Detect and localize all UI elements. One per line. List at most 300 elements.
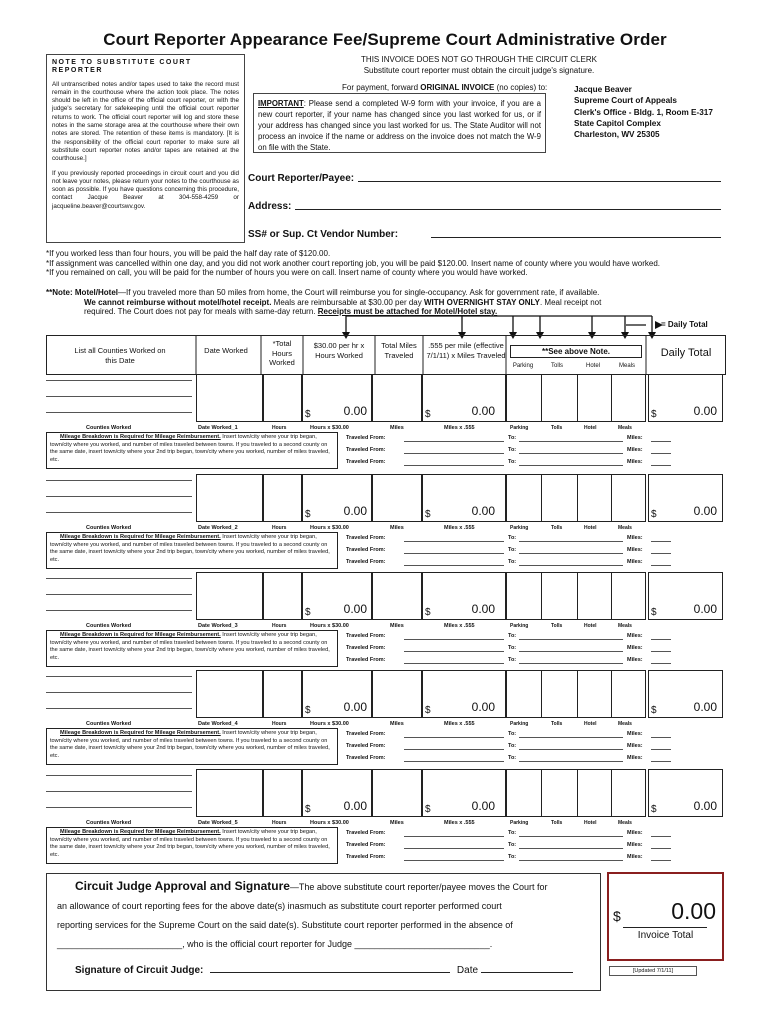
county-line[interactable] (46, 594, 192, 595)
label-traveled-from: Traveled From: (346, 854, 386, 860)
label-to: To: (508, 547, 517, 553)
row-element (611, 475, 612, 521)
label-parking: Parking (510, 525, 529, 531)
label-mileage: Miles x .555 (444, 425, 475, 431)
traveled-from-field[interactable] (404, 860, 504, 861)
label-dollar: $ (651, 409, 657, 420)
trip-miles-field[interactable] (651, 860, 671, 861)
row-element (541, 671, 542, 717)
label-traveled-from: Traveled From: (346, 435, 386, 441)
label-tolls: Tolls (551, 721, 563, 727)
counties-worked-lines (46, 474, 192, 522)
address-label: Address: (248, 201, 292, 212)
trip-miles-field[interactable] (651, 465, 671, 466)
label-miles-colon: Miles: (627, 459, 643, 465)
label-miles: Miles (390, 721, 404, 727)
updated-date: [Updated 7/1/11] (609, 966, 697, 976)
county-line[interactable] (46, 380, 192, 381)
row-element (541, 475, 542, 521)
th-parking: Parking (512, 363, 534, 369)
county-line[interactable] (46, 692, 192, 693)
mileage-breakdown-note (46, 432, 338, 469)
trip-miles-field[interactable] (651, 651, 671, 652)
label-dollar: $ (425, 804, 431, 815)
label-dollar: $ (651, 804, 657, 815)
trip-miles-field[interactable] (651, 848, 671, 849)
county-line[interactable] (46, 396, 192, 397)
important-w9-box (253, 93, 546, 153)
hours-amount: 0.00 (343, 799, 367, 813)
notice-heading: NOTE TO SUBSTITUTE COURT REPORTER (52, 59, 192, 75)
label-dollar: $ (305, 409, 311, 420)
traveled-from-field[interactable] (404, 749, 504, 750)
traveled-from-field[interactable] (404, 848, 504, 849)
hours-amount-box[interactable] (302, 572, 372, 620)
label-breakdown-text: Insert town/city where your trip began, town/city where you worked, and number of miles traveled between towns. If you traveled to a second county on the same date, insert town/city where your 2nd trip began, town/city where you worked, number of miles traveled, etc. (50, 730, 330, 759)
date-worked-box[interactable] (196, 474, 302, 522)
mileage-amount: 0.00 (471, 504, 495, 518)
notice-paragraph-1: All untranscribed notes and/or tapes used to take the record must remain in the courthouse where the action took place. The notes should be left in the office of the official court reporter, or with the judge's secretary for safekeeping until the official court reporter returns to work. The official court reporter will log and store these notes in the same storage area at the courthouse where their own notes are stored. The retention of these items is mandatory. [It is the responsibility of the official court reporter to make sure all substitute court reporter notes and/or tapes are retained at the courthouse.] (52, 80, 239, 163)
traveled-from-field[interactable] (404, 836, 504, 837)
hours-amount: 0.00 (343, 602, 367, 616)
label-rate: Hours x $30.00 (310, 525, 349, 531)
traveled-from-field[interactable] (404, 737, 504, 738)
daily-total-box[interactable] (648, 374, 723, 422)
th-mileage: .555 per mile (effective 7/1/11) x Miles Traveled (426, 341, 506, 360)
daily-total-amount: 0.00 (693, 602, 717, 616)
row-element (577, 671, 578, 717)
label-tolls: Tolls (551, 820, 563, 826)
invoice-total-value[interactable]: 0.00 (671, 898, 716, 924)
judge-signature-label: Signature of Circuit Judge: (75, 965, 204, 976)
payment-notes: *If you worked less than four hours, you will be paid the half day rate of $120.00. *If assignment was cancelled within one day, and you did not work another court reporting job, you will be paid $120.00. Insert name of county where you would have worked. *If you remained on call, you will be paid for the number of hours you were on call. Insert name of county where you would have worked. (46, 249, 660, 277)
hours-amount: 0.00 (343, 504, 367, 518)
label-dollar: $ (425, 705, 431, 716)
hours-amount-box[interactable] (302, 374, 372, 422)
row-element (541, 573, 542, 619)
label-to: To: (508, 842, 517, 848)
miles-box[interactable] (372, 769, 422, 817)
mileage-amount-box[interactable] (422, 670, 506, 718)
label-hotel: Hotel (584, 623, 597, 629)
mileage-breakdown-note (46, 532, 338, 569)
th-rate: $30.00 per hr x Hours Worked (313, 341, 365, 360)
label-traveled-from: Traveled From: (346, 547, 386, 553)
label-dollar: $ (651, 705, 657, 716)
label-counties: Counties Worked (86, 721, 132, 727)
label-traveled-from: Traveled From: (346, 657, 386, 663)
label-miles-colon: Miles: (627, 731, 643, 737)
ssn-field[interactable] (431, 227, 721, 238)
label-mileage: Miles x .555 (444, 820, 475, 826)
traveled-to-field[interactable] (519, 848, 623, 849)
label-dollar: $ (651, 509, 657, 520)
row-element (577, 770, 578, 816)
hours-amount: 0.00 (343, 700, 367, 714)
traveled-to-field[interactable] (519, 453, 623, 454)
row-element (262, 474, 264, 522)
row-element (262, 572, 264, 620)
county-line[interactable] (46, 480, 192, 481)
mileage-amount-box[interactable] (422, 474, 506, 522)
traveled-from-field[interactable] (404, 651, 504, 652)
traveled-to-field[interactable] (519, 441, 623, 442)
important-label: IMPORTANT (258, 99, 304, 108)
daily-total-box[interactable] (648, 474, 723, 522)
traveled-to-field[interactable] (519, 749, 623, 750)
label-miles-colon: Miles: (627, 645, 643, 651)
label-dollar: $ (425, 607, 431, 618)
label-counties: Counties Worked (86, 820, 132, 826)
traveled-from-field[interactable] (404, 639, 504, 640)
traveled-to-field[interactable] (519, 663, 623, 664)
traveled-to-field[interactable] (519, 737, 623, 738)
date-worked-box[interactable] (196, 769, 302, 817)
label-miles-colon: Miles: (627, 559, 643, 565)
label-traveled-from: Traveled From: (346, 535, 386, 541)
county-line[interactable] (46, 496, 192, 497)
label-traveled-from: Traveled From: (346, 755, 386, 761)
label-miles-colon: Miles: (627, 435, 643, 441)
hours-amount: 0.00 (343, 404, 367, 418)
th-see-above: **See above Note. (510, 345, 642, 358)
label-miles-colon: Miles: (627, 842, 643, 848)
label-counties: Counties Worked (86, 525, 132, 531)
label-miles: Miles (390, 425, 404, 431)
traveled-from-field[interactable] (404, 553, 504, 554)
label-parking: Parking (510, 721, 529, 727)
label-meals: Meals (618, 525, 632, 531)
date-worked-label: Date Worked_3 (198, 623, 238, 629)
trip-miles-field[interactable] (651, 749, 671, 750)
county-line[interactable] (46, 578, 192, 579)
hours-amount-box[interactable] (302, 769, 372, 817)
date-worked-label: Date Worked_2 (198, 525, 238, 531)
substitute-reporter-notice (46, 54, 245, 243)
label-meals: Meals (618, 623, 632, 629)
label-hours: Hours (272, 425, 287, 431)
label-to: To: (508, 447, 517, 453)
label-miles-colon: Miles: (627, 657, 643, 663)
label-dollar: $ (425, 409, 431, 420)
row-element (611, 770, 612, 816)
label-hours: Hours (272, 721, 287, 727)
expenses-box[interactable] (506, 374, 646, 422)
payee-label: Court Reporter/Payee: (248, 173, 355, 184)
label-parking: Parking (510, 623, 529, 629)
label-breakdown-bold: Mileage Breakdown is Required for Mileage Reimbursement. (60, 632, 221, 638)
label-traveled-from: Traveled From: (346, 459, 386, 465)
label-hotel: Hotel (584, 525, 597, 531)
label-miles: Miles (390, 525, 404, 531)
judge-signature-field[interactable] (210, 963, 450, 973)
mileage-amount: 0.00 (471, 700, 495, 714)
label-miles-colon: Miles: (627, 755, 643, 761)
traveled-to-field[interactable] (519, 553, 623, 554)
ssn-label: SS# or Sup. Ct Vendor Number: (248, 229, 399, 240)
label-to: To: (508, 559, 517, 565)
label-breakdown-text: Insert town/city where your trip began, town/city where you worked, and number of miles traveled between towns. If you traveled to a second county on the same date, insert town/city where your 2nd trip began, town/city where you worked, number of miles traveled, etc. (50, 434, 330, 463)
label-meals: Meals (618, 425, 632, 431)
row-element (577, 375, 578, 421)
label-hours: Hours (272, 623, 287, 629)
label-to: To: (508, 535, 517, 541)
label-hours: Hours (272, 525, 287, 531)
mileage-breakdown-note (46, 728, 338, 765)
label-rate: Hours x $30.00 (310, 425, 349, 431)
trip-miles-field[interactable] (651, 541, 671, 542)
label-breakdown-bold: Mileage Breakdown is Required for Mileage Reimbursement. (60, 829, 221, 835)
label-traveled-from: Traveled From: (346, 645, 386, 651)
th-date: Date Worked (204, 346, 248, 355)
miles-box[interactable] (372, 572, 422, 620)
label-to: To: (508, 645, 517, 651)
th-meals: Meals (618, 363, 635, 369)
label-to: To: (508, 830, 517, 836)
miles-box[interactable] (372, 670, 422, 718)
traveled-from-field[interactable] (404, 663, 504, 664)
label-to: To: (508, 755, 517, 761)
header-dividers (46, 335, 726, 375)
row-element (611, 375, 612, 421)
traveled-from-field[interactable] (404, 565, 504, 566)
trip-miles-field[interactable] (651, 836, 671, 837)
trip-miles-field[interactable] (651, 441, 671, 442)
counties-worked-lines (46, 572, 192, 620)
traveled-from-field[interactable] (404, 761, 504, 762)
county-line[interactable] (46, 412, 192, 413)
label-parking: Parking (510, 425, 529, 431)
trip-miles-field[interactable] (651, 761, 671, 762)
judge-heading: Circuit Judge Approval and Signature (75, 879, 290, 893)
important-text: : Please send a completed W-9 form with your invoice, if you are a new court reporter, if your name has changed since you last worked for us, or if your address has changed since you last worked for us. The State Auditor will not process an invoice if the name or address on the invoice does not match the W-9 on file with the State. (258, 99, 541, 152)
traveled-from-field[interactable] (404, 541, 504, 542)
label-to: To: (508, 657, 517, 663)
mileage-amount-box[interactable] (422, 769, 506, 817)
traveled-to-field[interactable] (519, 761, 623, 762)
daily-total-legend: = Daily Total (661, 320, 708, 329)
row-element (262, 670, 264, 718)
label-traveled-from: Traveled From: (346, 633, 386, 639)
label-traveled-from: Traveled From: (346, 559, 386, 565)
label-miles: Miles (390, 623, 404, 629)
row-element (541, 770, 542, 816)
traveled-to-field[interactable] (519, 639, 623, 640)
traveled-from-field[interactable] (404, 453, 504, 454)
county-line[interactable] (46, 610, 192, 611)
label-to: To: (508, 633, 517, 639)
daily-total-box[interactable] (648, 670, 723, 718)
county-line[interactable] (46, 708, 192, 709)
expenses-box[interactable] (506, 474, 646, 522)
county-line[interactable] (46, 775, 192, 776)
payee-field[interactable] (358, 171, 721, 182)
counties-worked-lines (46, 670, 192, 718)
row-element (577, 475, 578, 521)
label-miles-colon: Miles: (627, 447, 643, 453)
county-line[interactable] (46, 512, 192, 513)
label-to: To: (508, 854, 517, 860)
invoice-dollar-sign: $ (613, 908, 621, 924)
daily-total-box[interactable] (648, 572, 723, 620)
hours-amount-box[interactable] (302, 474, 372, 522)
daily-total-amount: 0.00 (693, 504, 717, 518)
label-rate: Hours x $30.00 (310, 820, 349, 826)
label-miles-colon: Miles: (627, 830, 643, 836)
th-daily-total: Daily Total (660, 347, 712, 359)
county-line[interactable] (46, 791, 192, 792)
label-traveled-from: Traveled From: (346, 447, 386, 453)
label-to: To: (508, 435, 517, 441)
label-dollar: $ (305, 804, 311, 815)
expenses-box[interactable] (506, 572, 646, 620)
label-breakdown-text: Insert town/city where your trip began, town/city where you worked, and number of miles traveled between towns. If you traveled to a second county on the same date, insert town/city where your 2nd trip began, town/city where you worked, number of miles traveled, etc. (50, 632, 330, 661)
label-hotel: Hotel (584, 820, 597, 826)
traveled-to-field[interactable] (519, 836, 623, 837)
mileage-amount-box[interactable] (422, 572, 506, 620)
invoice-circuit-clerk-notice: THIS INVOICE DOES NOT GO THROUGH THE CIRCUIT CLERK (361, 55, 597, 64)
label-rate: Hours x $30.00 (310, 623, 349, 629)
daily-total-box[interactable] (648, 769, 723, 817)
label-dollar: $ (651, 607, 657, 618)
county-line[interactable] (46, 676, 192, 677)
forward-instruction: For payment, forward ORIGINAL INVOICE (no copies) to: (342, 83, 548, 92)
date-worked-label: Date Worked_5 (198, 820, 238, 826)
daily-total-amount: 0.00 (693, 700, 717, 714)
miles-box[interactable] (372, 474, 422, 522)
mileage-breakdown-note (46, 827, 338, 864)
expenses-box[interactable] (506, 670, 646, 718)
label-to: To: (508, 459, 517, 465)
hours-amount-box[interactable] (302, 670, 372, 718)
label-to: To: (508, 731, 517, 737)
motel-note: **Note: Motel/Hotel—If you traveled more than 50 miles from home, the Court will reimburse you for single-occupancy. Ask for government rate, if available. We cannot reimburse without motel/hotel receipt. Meals are reimbursable at $30.00 per day WITH OVERNIGHT STAY ONLY. Meal receipt not required. The Court does not pay for meals with same-day return. Receipts must be attached for Motel/Hotel stay. (46, 288, 602, 316)
trip-miles-field[interactable] (651, 663, 671, 664)
traveled-from-field[interactable] (404, 441, 504, 442)
label-tolls: Tolls (551, 525, 563, 531)
label-traveled-from: Traveled From: (346, 830, 386, 836)
traveled-to-field[interactable] (519, 565, 623, 566)
date-worked-label: Date Worked_1 (198, 425, 238, 431)
label-breakdown-bold: Mileage Breakdown is Required for Mileage Reimbursement. (60, 434, 221, 440)
daily-total-amount: 0.00 (693, 799, 717, 813)
th-tolls: Tolls (550, 363, 563, 369)
label-breakdown-bold: Mileage Breakdown is Required for Mileage Reimbursement. (60, 534, 221, 540)
expenses-box[interactable] (506, 769, 646, 817)
label-dollar: $ (425, 509, 431, 520)
row-element (577, 573, 578, 619)
traveled-to-field[interactable] (519, 465, 623, 466)
traveled-to-field[interactable] (519, 860, 623, 861)
label-miles-colon: Miles: (627, 633, 643, 639)
label-dollar: $ (305, 509, 311, 520)
label-dollar: $ (305, 705, 311, 716)
label-to: To: (508, 743, 517, 749)
notice-paragraph-2: If you previously reported proceedings in circuit court and you did not leave your notes, please return your notes to the courthouse as soon as possible. If you have questions concerning this procedure, contact Jacque Beaver at 304-558-4259 or jacqueline.beaver@courtswv.gov. (52, 169, 239, 210)
date-worked-box[interactable] (196, 374, 302, 422)
label-breakdown-text: Insert town/city where your trip began, town/city where you worked, and number of miles traveled between towns. If you traveled to a second county on the same date, insert town/city where your 2nd trip began, town/city where you worked, number of miles traveled, etc. (50, 829, 330, 858)
daily-total-amount: 0.00 (693, 404, 717, 418)
trip-miles-field[interactable] (651, 737, 671, 738)
label-hotel: Hotel (584, 425, 597, 431)
mileage-amount-box[interactable] (422, 374, 506, 422)
traveled-to-field[interactable] (519, 541, 623, 542)
label-miles-colon: Miles: (627, 743, 643, 749)
label-miles-colon: Miles: (627, 547, 643, 553)
label-tolls: Tolls (551, 425, 563, 431)
row-element (262, 374, 264, 422)
label-hotel: Hotel (584, 721, 597, 727)
traveled-to-field[interactable] (519, 651, 623, 652)
counties-worked-lines (46, 769, 192, 817)
label-breakdown-bold: Mileage Breakdown is Required for Mileage Reimbursement. (60, 730, 221, 736)
label-meals: Meals (618, 820, 632, 826)
th-counties: List all Counties Worked on this Date (74, 346, 166, 365)
th-hotel: Hotel (585, 363, 600, 369)
mileage-amount: 0.00 (471, 404, 495, 418)
row-element (611, 671, 612, 717)
trip-miles-field[interactable] (651, 553, 671, 554)
mailing-address: Jacque Beaver Supreme Court of Appeals Clerk's Office - Bldg. 1, Room E-317 State Capitol Complex Charleston, WV 25305 (574, 85, 713, 140)
label-meals: Meals (618, 721, 632, 727)
mileage-breakdown-note (46, 630, 338, 667)
invoice-total-box (607, 872, 724, 961)
mileage-amount: 0.00 (471, 602, 495, 616)
label-miles-colon: Miles: (627, 854, 643, 860)
label-tolls: Tolls (551, 623, 563, 629)
label-counties: Counties Worked (86, 425, 132, 431)
date-worked-box[interactable] (196, 670, 302, 718)
label-mileage: Miles x .555 (444, 721, 475, 727)
label-traveled-from: Traveled From: (346, 731, 386, 737)
label-traveled-from: Traveled From: (346, 743, 386, 749)
judge-approval-section: Circuit Judge Approval and Signature—The above substitute court reporter/payee moves the Court for an allowance of court reporting fees for the above date(s) inasmuch as substitute court reporter performed court reporting services for the Supreme Court on the said date(s). Substitute court reporter performed in the absence of _________________________, who is the official court reporter for Judge ___________________________. Signature of Circuit Judge: Date (46, 873, 601, 991)
trip-miles-field[interactable] (651, 565, 671, 566)
county-line[interactable] (46, 807, 192, 808)
trip-miles-field[interactable] (651, 453, 671, 454)
row-element (262, 769, 264, 817)
th-miles: Total Miles Traveled (381, 341, 417, 360)
page-title: Court Reporter Appearance Fee/Supreme Court Administrative Order (103, 30, 667, 49)
row-element (611, 573, 612, 619)
traveled-from-field[interactable] (404, 465, 504, 466)
label-counties: Counties Worked (86, 623, 132, 629)
label-dollar: $ (305, 607, 311, 618)
date-worked-box[interactable] (196, 572, 302, 620)
invoice-total-label: Invoice Total (637, 930, 694, 941)
label-miles-colon: Miles: (627, 535, 643, 541)
miles-box[interactable] (372, 374, 422, 422)
judge-date-field[interactable] (481, 963, 573, 973)
label-rate: Hours x $30.00 (310, 721, 349, 727)
judge-signature-notice: Substitute court reporter must obtain the circuit judge's signature. (363, 66, 595, 75)
th-hours: *Total Hours Worked (269, 339, 295, 367)
row-element (541, 375, 542, 421)
label-mileage: Miles x .555 (444, 623, 475, 629)
counties-worked-lines (46, 374, 192, 422)
label-hours: Hours (272, 820, 287, 826)
date-worked-label: Date Worked_4 (198, 721, 238, 727)
judge-date-label: Date (456, 965, 479, 976)
label-miles: Miles (390, 820, 404, 826)
label-parking: Parking (510, 820, 529, 826)
label-mileage: Miles x .555 (444, 525, 475, 531)
trip-miles-field[interactable] (651, 639, 671, 640)
label-traveled-from: Traveled From: (346, 842, 386, 848)
label-breakdown-text: Insert town/city where your trip began, town/city where you worked, and number of miles traveled between towns. If you traveled to a second county on the same date, insert town/city where your 2nd trip began, town/city where you worked, number of miles traveled, etc. (50, 534, 330, 563)
address-field[interactable] (295, 199, 721, 210)
mileage-amount: 0.00 (471, 799, 495, 813)
